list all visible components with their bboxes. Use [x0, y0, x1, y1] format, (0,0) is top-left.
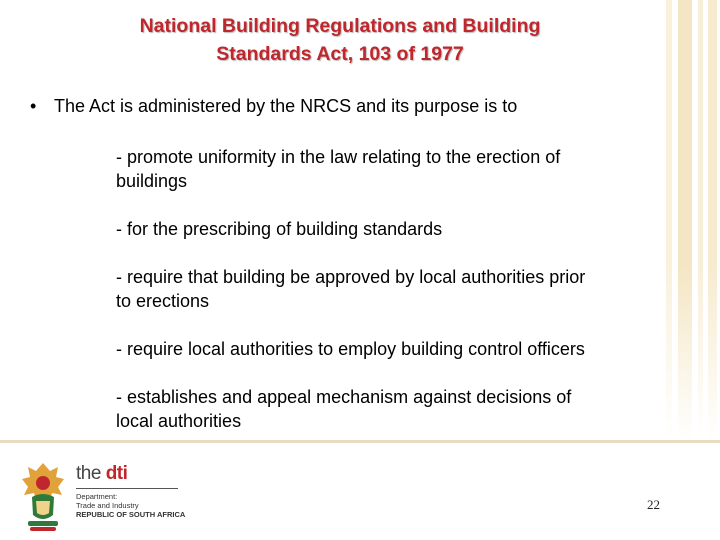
- dept-line: REPUBLIC OF SOUTH AFRICA: [76, 510, 186, 519]
- dept-line: Department:: [76, 492, 118, 501]
- brand-rule: [76, 488, 178, 489]
- list-item: - require that building be approved by local authorities prior to erections: [116, 267, 586, 311]
- brand-name: the dti: [76, 463, 128, 484]
- list-item: - establishes and appeal mechanism against decisions of local authorities: [116, 387, 572, 431]
- purpose-list: [116, 145, 646, 457]
- title-line-2: Standards Act, 103 of 1977: [216, 43, 464, 65]
- bullet-icon: •: [30, 96, 37, 116]
- page-number: 22: [647, 497, 660, 512]
- list-item: - require local authorities to employ building control officers: [116, 339, 585, 359]
- list-item: - promote uniformity in the law relating to the erection of buildings: [116, 147, 561, 191]
- dept-line: Trade and Industry: [76, 501, 139, 510]
- title-line-1: National Building Regulations and Building: [139, 15, 541, 37]
- main-bullet: [30, 96, 517, 117]
- dti-logo: [76, 463, 185, 519]
- list-item: - for the prescribing of building standards: [116, 219, 443, 239]
- slide-title: [40, 12, 640, 68]
- coat-of-arms-icon: [20, 461, 66, 533]
- footer: [0, 443, 720, 540]
- bullet-text: The Act is administered by the NRCS and its purpose is to: [54, 96, 518, 116]
